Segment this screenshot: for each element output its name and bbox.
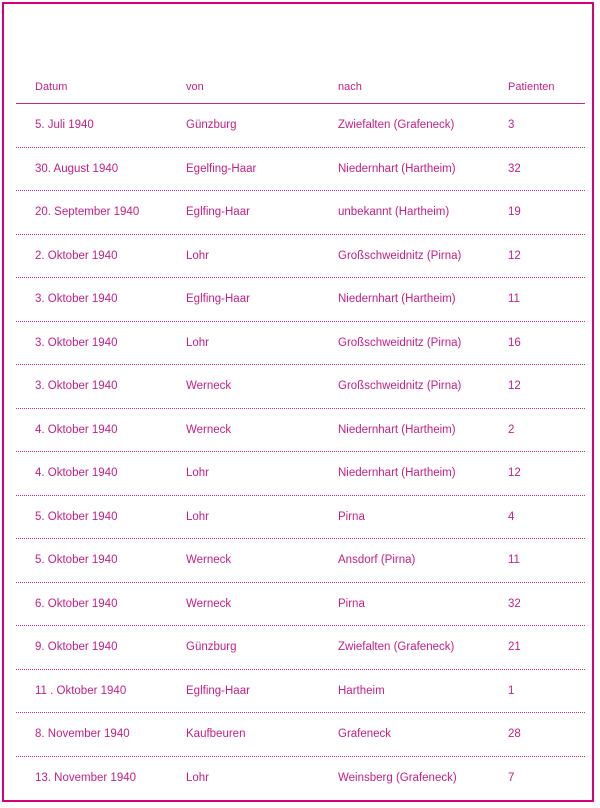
cell-datum: 9. Oktober 1940 bbox=[35, 641, 118, 654]
cell-von: Lohr bbox=[186, 772, 210, 785]
table-row bbox=[16, 583, 585, 627]
cell-datum: 5. Oktober 1940 bbox=[35, 510, 118, 523]
cell-patienten: 12 bbox=[508, 249, 521, 262]
cell-datum: 20. September 1940 bbox=[35, 206, 140, 219]
header-datum: Datum bbox=[35, 81, 68, 93]
cell-nach: Pirna bbox=[338, 510, 365, 523]
table-row bbox=[16, 278, 585, 322]
cell-nach: Großschweidnitz (Pirna) bbox=[338, 380, 462, 393]
cell-von: Werneck bbox=[186, 597, 232, 610]
table-row bbox=[16, 191, 585, 235]
cell-von: Werneck bbox=[186, 380, 232, 393]
cell-von: Günzburg bbox=[186, 119, 237, 132]
cell-datum: 11 . Oktober 1940 bbox=[35, 684, 127, 697]
cell-von: Lohr bbox=[186, 336, 210, 349]
table-row bbox=[16, 104, 585, 148]
cell-nach: Weinsberg (Grafeneck) bbox=[338, 772, 457, 785]
cell-von: Günzburg bbox=[186, 641, 237, 654]
cell-patienten: 11 bbox=[508, 554, 520, 567]
cell-datum: 3. Oktober 1940 bbox=[35, 293, 118, 306]
cell-von: Lohr bbox=[186, 467, 210, 480]
cell-patienten: 2 bbox=[508, 423, 515, 436]
cell-patienten: 21 bbox=[508, 641, 521, 654]
cell-von: Lohr bbox=[186, 510, 210, 523]
table-row bbox=[16, 713, 585, 757]
cell-nach: Niedernhart (Hartheim) bbox=[338, 423, 456, 436]
cell-patienten: 7 bbox=[508, 772, 515, 785]
cell-von: Lohr bbox=[186, 249, 210, 262]
cell-patienten: 1 bbox=[508, 684, 515, 697]
cell-nach: Niedernhart (Hartheim) bbox=[338, 293, 456, 306]
cell-patienten: 3 bbox=[508, 119, 515, 132]
cell-von: Eglfing-Haar bbox=[186, 293, 250, 306]
table-row bbox=[16, 757, 585, 801]
cell-nach: Pirna bbox=[338, 597, 365, 610]
cell-nach: Niedernhart (Hartheim) bbox=[338, 467, 456, 480]
cell-datum: 13. November 1940 bbox=[35, 772, 137, 785]
table-row bbox=[16, 452, 585, 496]
cell-nach: Großschweidnitz (Pirna) bbox=[338, 336, 462, 349]
table-row bbox=[16, 322, 585, 366]
cell-datum: 30. August 1940 bbox=[35, 162, 119, 175]
table-row bbox=[16, 626, 585, 670]
cell-patienten: 19 bbox=[508, 206, 521, 219]
cell-nach: Hartheim bbox=[338, 684, 385, 697]
table-row bbox=[16, 496, 585, 540]
cell-datum: 2. Oktober 1940 bbox=[35, 249, 118, 262]
cell-nach: Zwiefalten (Grafeneck) bbox=[338, 119, 455, 132]
cell-patienten: 32 bbox=[508, 597, 521, 610]
cell-patienten: 16 bbox=[508, 336, 521, 349]
cell-von: Werneck bbox=[186, 554, 232, 567]
cell-patienten: 11 bbox=[508, 293, 520, 306]
cell-nach: Zwiefalten (Grafeneck) bbox=[338, 641, 455, 654]
cell-von: Werneck bbox=[186, 423, 232, 436]
table-body bbox=[16, 104, 585, 800]
cell-nach: Grafeneck bbox=[338, 728, 392, 741]
cell-von: Egelfing-Haar bbox=[186, 162, 257, 175]
table-row bbox=[16, 409, 585, 453]
cell-datum: 5. Juli 1940 bbox=[35, 119, 94, 132]
table-row bbox=[16, 235, 585, 279]
cell-nach: unbekannt (Hartheim) bbox=[338, 206, 450, 219]
table-row bbox=[16, 539, 585, 583]
cell-patienten: 12 bbox=[508, 467, 521, 480]
cell-nach: Niedernhart (Hartheim) bbox=[338, 162, 456, 175]
table-row bbox=[16, 148, 585, 192]
cell-datum: 3. Oktober 1940 bbox=[35, 380, 118, 393]
table-header-row bbox=[16, 70, 585, 104]
cell-von: Eglfing-Haar bbox=[186, 684, 250, 697]
cell-datum: 8. November 1940 bbox=[35, 728, 130, 741]
cell-patienten: 4 bbox=[508, 510, 515, 523]
cell-patienten: 12 bbox=[508, 380, 521, 393]
transport-table bbox=[16, 70, 585, 800]
cell-datum: 5. Oktober 1940 bbox=[35, 554, 118, 567]
header-patienten: Patienten bbox=[508, 81, 555, 93]
cell-datum: 4. Oktober 1940 bbox=[35, 467, 118, 480]
cell-nach: Ansdorf (Pirna) bbox=[338, 554, 416, 567]
cell-von: Kaufbeuren bbox=[186, 728, 246, 741]
cell-nach: Großschweidnitz (Pirna) bbox=[338, 249, 462, 262]
header-von: von bbox=[186, 81, 204, 93]
cell-patienten: 32 bbox=[508, 162, 521, 175]
cell-von: Eglfing-Haar bbox=[186, 206, 250, 219]
table-row bbox=[16, 670, 585, 714]
cell-patienten: 28 bbox=[508, 728, 521, 741]
header-nach: nach bbox=[338, 81, 362, 93]
cell-datum: 4. Oktober 1940 bbox=[35, 423, 118, 436]
cell-datum: 3. Oktober 1940 bbox=[35, 336, 118, 349]
table-row bbox=[16, 365, 585, 409]
cell-datum: 6. Oktober 1940 bbox=[35, 597, 118, 610]
